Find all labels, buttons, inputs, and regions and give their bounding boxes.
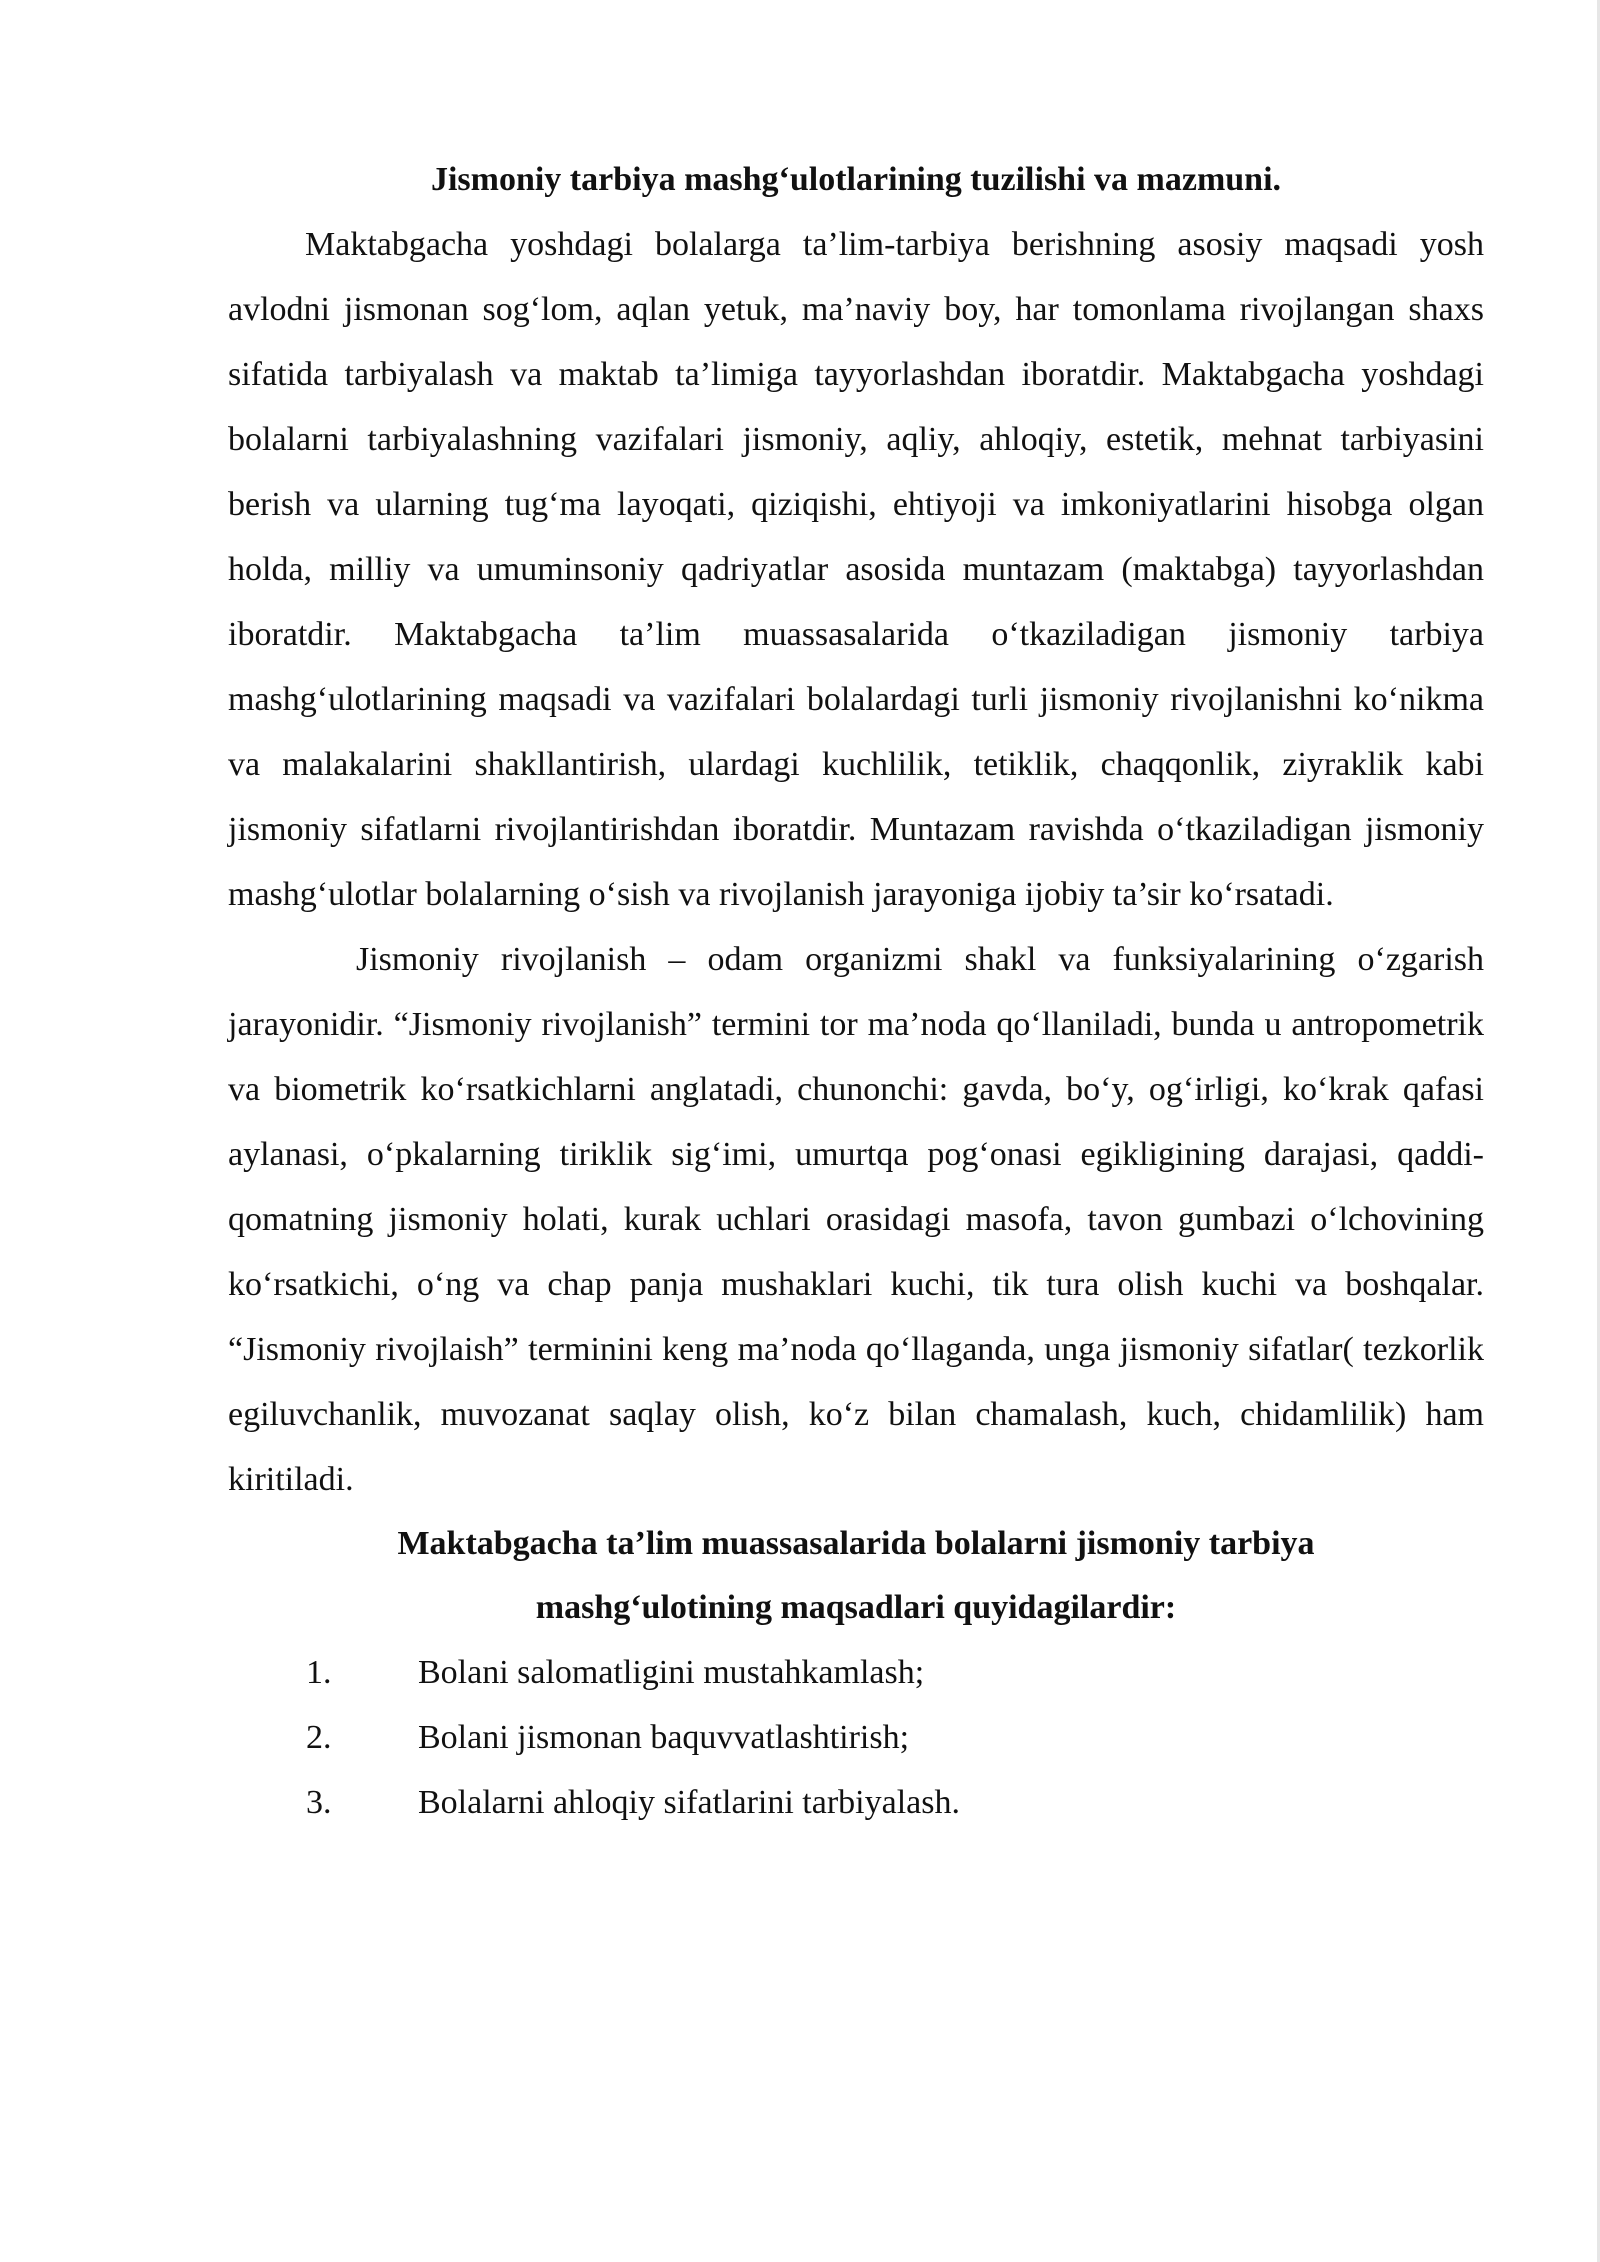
paragraph-2: Jismoniy rivojlanish – odam organizmi shakl va funksiyalarining o‘zgarish jarayonidir. “Jismoniy rivojlanish” termini tor ma’noda qo‘llaniladi, bunda u antropometrik va biometrik ko‘rsatkichlarni anglatadi, chunonchi: gavda, bo‘y, og‘irligi, ko‘krak qafasi aylanasi, o‘pkalarning tiriklik sig‘imi, umurtqa pog‘onasi egikligining darajasi, qaddi-qomatning jismoniy holati, kurak uchlari orasidagi masofa, tavon gumbazi o‘lchovining ko‘rsatkichi, o‘ng va chap panja mushaklari kuchi, tik tura olish kuchi va boshqalar. “Jismoniy rivojlaish” terminini keng ma’noda qo‘llaganda, unga jismoniy sifatlar( tezkorlik egiluvchanlik, muvozanat saqlay olish, ko‘z bilan chamalash, kuch, chidamlilik) ham kiritiladi. bbox=[228, 941, 1484, 1498]
paragraph-1: Maktabgacha yoshdagi bolalarga ta’lim-tarbiya berishning asosiy maqsadi yosh avlodni jismonan sog‘lom, aqlan yetuk, ma’naviy boy, har tomonlama rivojlangan shaxs sifatida tarbiyalash va maktab ta’limiga tayyorlashdan iboratdir. Maktabgacha yoshdagi bolalarni tarbiyalashning vazifalari jismoniy, aqliy, ahloqiy, estetik, mehnat tarbiyasini berish va ularning tug‘ma layoqati, qiziqishi, ehtiyoji va imkoniyatlarini hisobga olgan holda, milliy va umuminsoniy qadriyatlar asosida muntazam (maktabga) tayyorlashdan iboratdir. Maktabgacha ta’lim muassasalarida o‘tkaziladigan jismoniy tarbiya mashg‘ulotlarining maqsadi va vazifalari bolalardagi turli jismoniy rivojlanishni ko‘nikma va malakalarini shakllantirish, ulardagi kuchlilik, tetiklik, chaqqonlik, ziyraklik kabi jismoniy sifatlarni rivojlantirishdan iboratdir. Muntazam ravishda o‘tkaziladigan jismoniy mashg‘ulotlar bolalarning o‘sish va rivojlanish jarayoniga ijobiy ta’sir ko‘rsatadi. bbox=[228, 226, 1484, 913]
section-heading-line-1: Maktabgacha ta’lim muassasalarida bolalarni jismoniy tarbiya bbox=[397, 1525, 1315, 1562]
list-item-text: Bolani jismonan baquvvatlashtirish; bbox=[418, 1719, 910, 1756]
list-item-text: Bolani salomatligini mustahkamlash; bbox=[418, 1654, 925, 1691]
section-heading-line-2: mashg‘ulotining maqsadlari quyidagilardir: bbox=[535, 1589, 1177, 1626]
document-page bbox=[228, 148, 1484, 1835]
list-item-number: 1. bbox=[306, 1654, 332, 1691]
list-item-number: 3. bbox=[306, 1784, 332, 1821]
list-item bbox=[228, 1770, 1484, 1835]
list-item bbox=[228, 1640, 1484, 1705]
list-item bbox=[228, 1705, 1484, 1770]
document-title: Jismoniy tarbiya mashg‘ulotlarining tuzilishi va mazmuni. bbox=[430, 161, 1282, 198]
list-item-number: 2. bbox=[306, 1719, 332, 1756]
list-item-text: Bolalarni ahloqiy sifatlarini tarbiyalash. bbox=[418, 1784, 960, 1821]
goals-list bbox=[228, 1640, 1484, 1835]
